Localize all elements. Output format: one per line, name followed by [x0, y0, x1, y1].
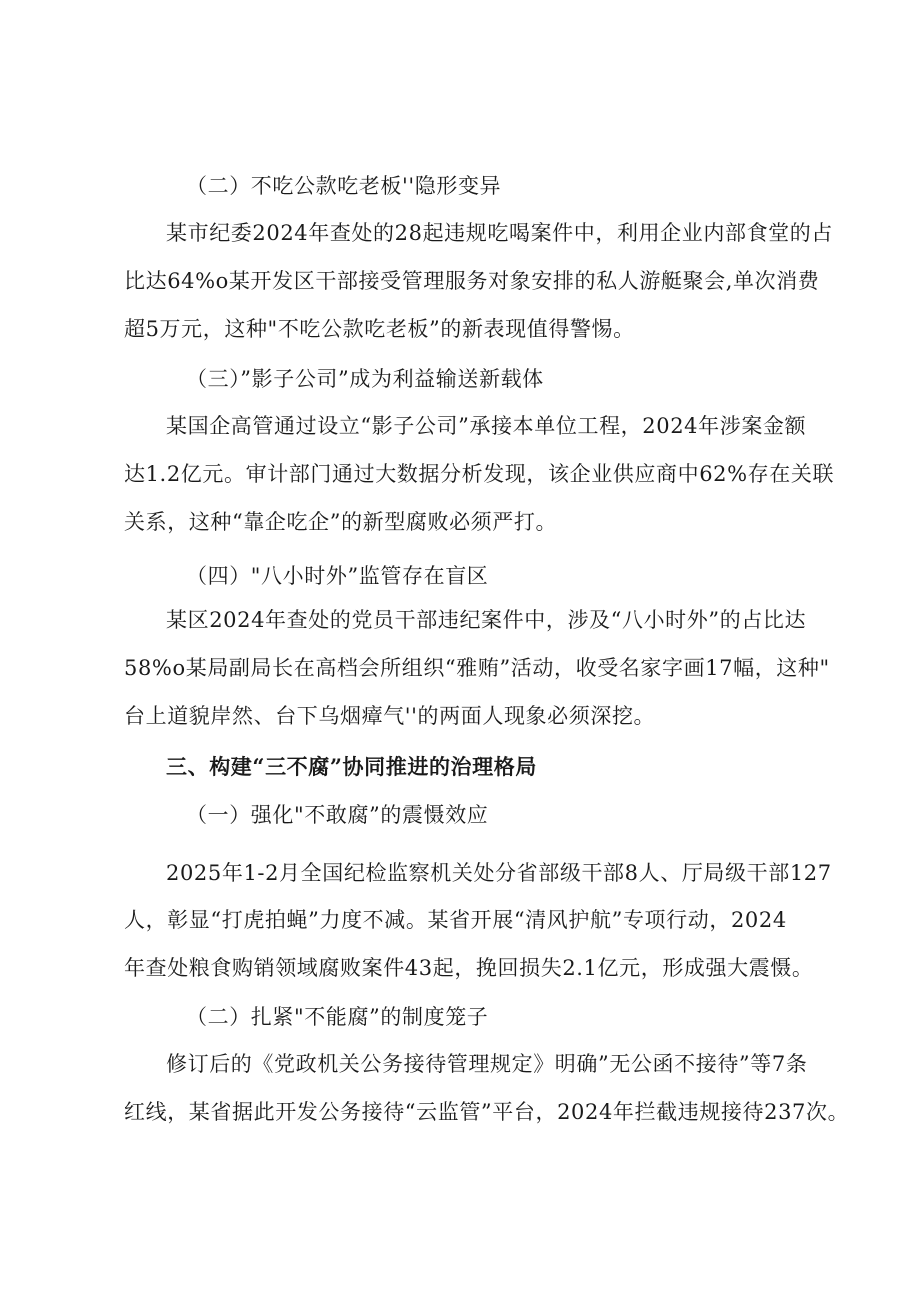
section-heading: （二）扎紧"不能腐”的制度笼子: [186, 1005, 489, 1029]
body-line: 某区2024年查处的党员干部违纪案件中，涉及“八小时外”的占比达: [166, 608, 807, 632]
main-heading: 三、构建“三不腐”协同推进的治理格局: [166, 754, 537, 779]
body-line: 达1.2亿元。审计部门通过大数据分析发现，该企业供应商中62%存在关联: [124, 462, 835, 486]
body-line: 比达64%o某开发区干部接受管理服务对象安排的私人游艇聚会,单次消费: [124, 269, 820, 293]
section-heading: （三）”影子公司”成为利益输送新载体: [186, 367, 544, 391]
body-line: 关系，这种“靠企吃企”的新型腐败必须严打。: [124, 510, 558, 534]
body-line: 超5万元，这种"不吃公款吃老板”的新表现值得警惕。: [124, 317, 635, 341]
body-line: 台上道貌岸然、台下乌烟瘴气''的两面人现象必须深挖。: [124, 704, 656, 728]
body-line: 某市纪委2024年查处的28起违规吃喝案件中，利用企业内部食堂的占: [166, 221, 833, 245]
section-heading: （二）不吃公款吃老板''隐形变异: [186, 174, 502, 198]
body-line: 人，彰显“打虎拍蝇”力度不减。某省开展“清风护航”专项行动，2024: [124, 908, 787, 932]
body-line: 58%o某局副局长在高档会所组织“雅贿”活动，收受名家字画17幅，这种": [124, 656, 830, 680]
body-line: 某国企高管通过设立“影子公司”承接本单位工程，2024年涉案金额: [166, 414, 807, 438]
body-line: 2025年1-2月全国纪检监察机关处分省部级干部8人、厅局级干部127: [166, 861, 832, 885]
body-line: 修订后的《党政机关公务接待管理规定》明确”无公函不接待”等7条: [166, 1052, 808, 1076]
body-line: 红线，某省据此开发公务接待“云监管”平台，2024年拦截违规接待237次。: [124, 1100, 850, 1124]
section-heading: （四）"八小时外”监管存在盲区: [186, 564, 489, 588]
section-heading: （一）强化"不敢腐”的震慑效应: [186, 803, 489, 827]
body-line: 年查处粮食购销领域腐败案件43起，挽回损失2.1亿元，形成强大震慑。: [124, 956, 814, 980]
